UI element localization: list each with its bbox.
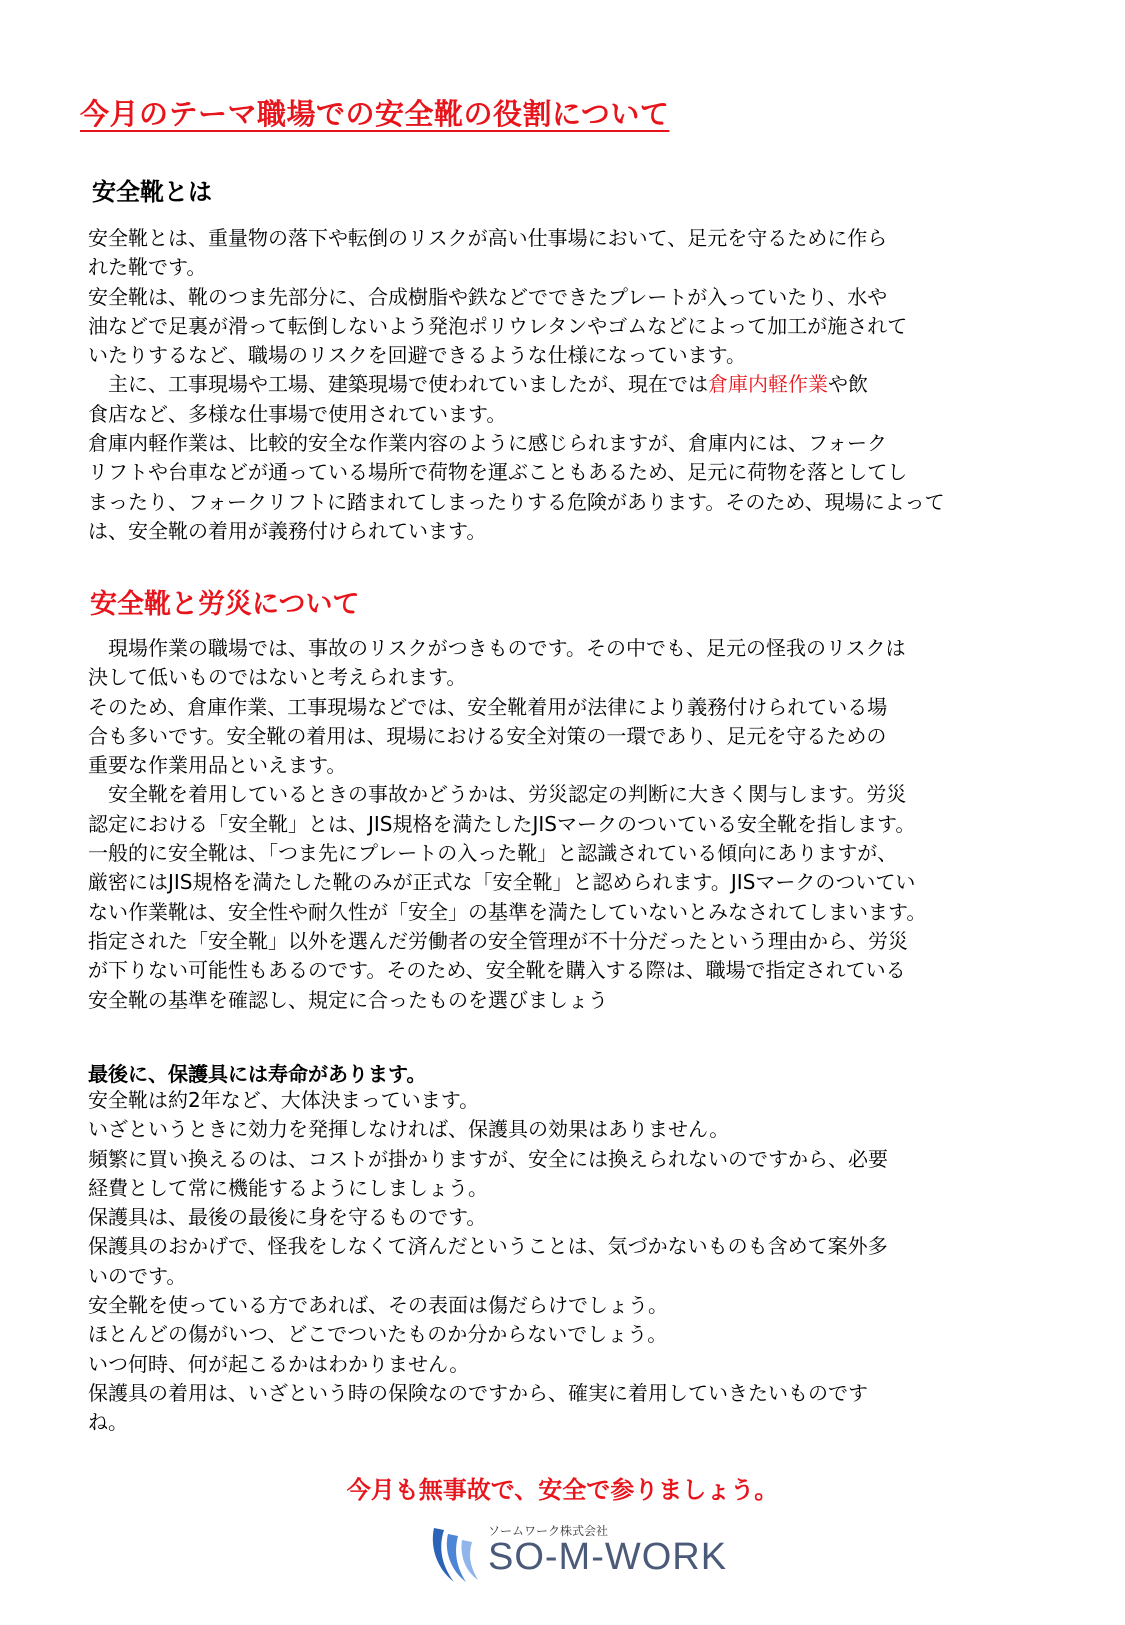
paragraph-line: 安全靴とは、重量物の落下や転倒のリスクが高い仕事場において、足元を守るために作ら [88,226,888,250]
highlight-warehouse-work: 倉庫内軽作業 [708,372,828,397]
paragraph-line: が下りない可能性もあるのです。そのため、安全靴を購入する際は、職場で指定されている [88,958,906,983]
company-logo [428,1522,728,1588]
paragraph-line: 認定における「安全靴」とは、JIS規格を満たしたJISマークのついている安全靴を指します。 [88,811,916,836]
paragraph-line: いたりするなど、職場のリスクを回避できるような仕様になっています。 [88,343,746,368]
section-body-safety-shoes [88,224,1048,546]
page-title: 今月のテーマ職場での安全靴の役割について [80,97,670,131]
paragraph-line: ね。 [88,1410,128,1435]
paragraph-line: 安全靴を使っている方であれば、その表面は傷だらけでしょう。 [88,1293,668,1318]
paragraph-line: 倉庫内軽作業は、比較的安全な作業内容のように感じられますが、倉庫内には、フォーク [88,431,887,456]
paragraph-line: 一般的に安全靴は、「つま先にプレートの入った靴」と認識されている傾向にありますが、 [88,841,898,866]
paragraph-line: 保護具のおかげで、怪我をしなくて済んだということは、気づかないものも含めて案外多 [88,1234,888,1259]
paragraph-line: 保護具の着用は、いざという時の保険なのですから、確実に着用していきたいものです [88,1380,868,1405]
text-span: や飲 [828,372,868,397]
logo-company-jp: ソームワーク株式会社 [488,1524,609,1538]
section-heading-lifespan: 最後に、保護具には寿命があります。 [88,1062,427,1086]
section-heading-workers-comp: 安全靴と労災について [90,589,360,620]
paragraph-line: 決して低いものではないと考えられます。 [88,665,467,690]
paragraph-line: 保護具は、最後の最後に身を守るものです。 [88,1205,487,1230]
paragraph-line: 重要な作業用品といえます。 [88,753,347,778]
paragraph-line: は、安全靴の着用が義務付けられています。 [88,518,487,543]
paragraph-line: ほとんどの傷がいつ、どこでついたものか分からないでしょう。 [88,1322,668,1347]
paragraph-line: 安全靴を着用しているときの事故かどうかは、労災認定の判断に大きく関与します。労災 [108,782,907,807]
paragraph-line: リフトや台車などが通っている場所で荷物を運ぶこともあるため、足元に荷物を落としてし [88,460,908,485]
paragraph-line: 厳密にはJIS規格を満たした靴のみが正式な「安全靴」と認められます。JISマークのついてい [88,870,916,895]
paragraph-line: れた靴です。 [88,255,207,280]
paragraph-line: 指定された「安全靴」以外を選んだ労働者の安全管理が不十分だったという理由から、労災 [88,928,908,953]
paragraph-line: いざというときに効力を発揮しなければ、保護具の効果はありません。 [88,1117,730,1142]
section-body-lifespan [88,1086,1048,1438]
closing-slogan: 今月も無事故で、安全で参りましょう。 [346,1476,779,1504]
logo-wave-icon [428,1524,486,1584]
paragraph-line: いのです。 [88,1263,187,1288]
section-heading-safety-shoes: 安全靴とは [92,178,212,206]
paragraph-line: 合も多いです。安全靴の着用は、現場における安全対策の一環であり、足元を守るための [88,723,887,748]
paragraph-line: ない作業靴は、安全性や耐久性が「安全」の基準を満たしていないとみなされてしまいます。 [88,899,927,924]
paragraph-line: 安全靴は約2年など、大体決まっています。 [88,1088,480,1112]
paragraph-line: 油などで足裏が滑って転倒しないよう発泡ポリウレタンやゴムなどによって加工が施されて [88,313,908,338]
paragraph-line: 経費として常に機能するようにしましょう。 [88,1175,488,1200]
paragraph-line: 食店など、多様な仕事場で使用されています。 [88,401,507,426]
logo-company-en: SO-M-WORK [488,1536,728,1578]
paragraph-line: いつ何時、何が起こるかはわかりません。 [88,1351,470,1376]
paragraph-line: そのため、倉庫作業、工事現場などでは、安全靴着用が法律により義務付けられている場 [88,694,888,719]
paragraph-line: 安全靴の基準を確認し、規定に合ったものを選びましょう [88,987,608,1012]
paragraph-line: 頻繁に買い換えるのは、コストが掛かりますが、安全には換えられないのですから、必要 [88,1146,888,1171]
text-span: 主に、工事現場や工場、建築現場で使われていましたが、現在では [108,372,708,397]
paragraph-line: 現場作業の職場では、事故のリスクがつきものです。その中でも、足元の怪我のリスクは [108,636,906,660]
paragraph-line [88,370,1048,399]
paragraph-line: 安全靴は、靴のつま先部分に、合成樹脂や鉄などでできたプレートが入っていたり、水や [88,284,888,309]
paragraph-line: まったり、フォークリフトに踏まれてしまったりする危険があります。そのため、現場によって [88,489,945,514]
section-body-workers-comp [88,634,1048,1015]
